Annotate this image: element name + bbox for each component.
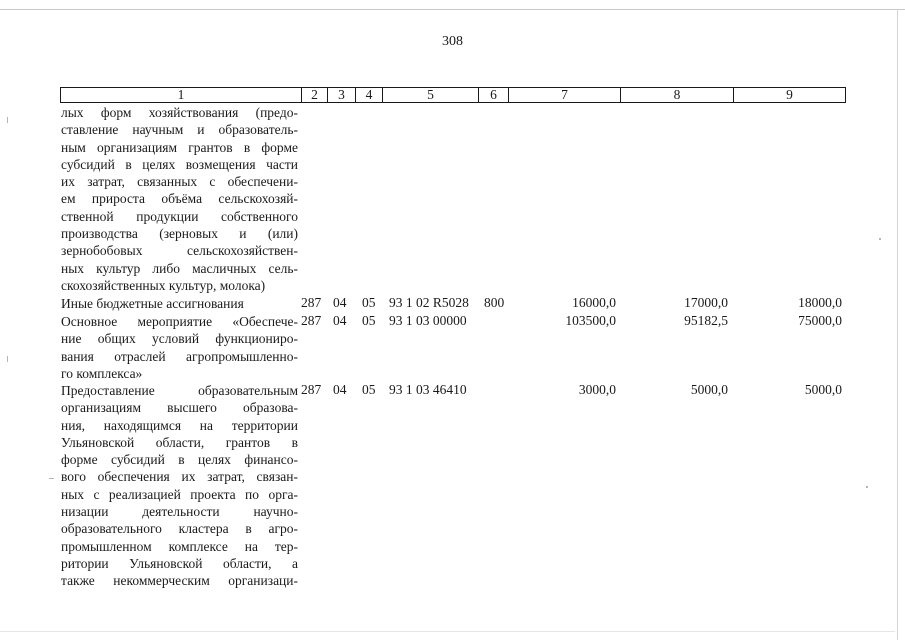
text-line: зернобобовых сельскохозяйствен- <box>61 243 298 259</box>
row-4-values <box>0 382 905 399</box>
scan-speck <box>866 486 868 488</box>
cell-year-2: 95182,5 <box>684 313 728 328</box>
cell-csr: 93 1 03 00000 <box>389 313 467 328</box>
cell-csr: 93 1 02 R5028 <box>389 295 469 310</box>
scan-speck <box>7 356 8 362</box>
text-line: Предоставление образовательным <box>61 383 298 398</box>
text-line: ным организациям грантов в форме <box>61 139 298 155</box>
cell-year-1: 16000,0 <box>572 295 616 310</box>
cell-rz: 04 <box>333 313 347 328</box>
cell-year-2: 17000,0 <box>684 295 728 310</box>
cell-year-3: 18000,0 <box>798 295 842 310</box>
text-line: ственной продукции собственного <box>61 208 298 224</box>
row-4-description <box>61 382 298 590</box>
text-line: также некоммерческим организаци- <box>61 573 298 589</box>
cell-grbs: 287 <box>301 382 322 397</box>
header-col-3: 3 <box>327 88 355 102</box>
scan-speck <box>7 117 8 123</box>
cell-year-1: 103500,0 <box>565 313 616 328</box>
scan-speck <box>49 478 54 479</box>
text-line: вания отраслей агропромышленно- <box>61 348 298 364</box>
cell-year-3: 75000,0 <box>798 313 842 328</box>
text-line: ставление научным и образователь- <box>61 122 298 138</box>
text-line: производства (зерновых и (или) <box>61 226 298 242</box>
text-line: ных культур либо масличных сель- <box>61 260 298 276</box>
text-line: форме субсидий в целях финансо- <box>61 452 298 468</box>
text-line: ние общих условий функциониро- <box>61 331 298 347</box>
text-line: Основное мероприятие «Обеспече- <box>61 314 298 329</box>
header-col-2: 2 <box>301 88 327 102</box>
cell-pr: 05 <box>362 382 376 397</box>
cell-pr: 05 <box>362 295 376 310</box>
text-line: лых форм хозяйствования (предо- <box>61 105 298 120</box>
text-line: вого обеспечения их затрат, связан- <box>61 469 298 485</box>
cell-pr: 05 <box>362 313 376 328</box>
text-line: организациям высшего образова- <box>61 400 298 416</box>
cell-vr: 800 <box>484 295 505 310</box>
text-line: Иные бюджетные ассигнования <box>61 296 244 311</box>
header-col-7: 7 <box>508 88 620 102</box>
text-line: низации деятельности научно- <box>61 504 298 520</box>
text-line: образовательного кластера в агро- <box>61 521 298 537</box>
text-line: го комплекса» <box>61 365 143 381</box>
scan-edge-shadow <box>0 631 895 632</box>
cell-grbs: 287 <box>301 313 322 328</box>
cell-year-2: 5000,0 <box>690 382 728 397</box>
header-col-5: 5 <box>382 88 478 102</box>
row-1-description <box>61 104 298 294</box>
cell-rz: 04 <box>333 295 347 310</box>
row-2-values <box>0 295 905 312</box>
header-col-1: 1 <box>177 87 185 102</box>
header-col-6: 6 <box>478 88 508 102</box>
page-top-edge <box>0 9 905 10</box>
table-header-row <box>60 87 846 103</box>
scan-speck <box>879 238 881 240</box>
cell-year-3: 5000,0 <box>804 382 842 397</box>
header-col-4: 4 <box>355 88 382 102</box>
page-number: 308 <box>442 34 463 49</box>
cell-grbs: 287 <box>301 295 322 310</box>
text-line: их затрат, связанных с обеспечени- <box>61 174 298 190</box>
row-3-values <box>0 313 905 330</box>
text-line: промышленном комплексе на тер- <box>61 538 298 554</box>
text-line: субсидий в целях возмещения части <box>61 156 298 172</box>
cell-year-1: 3000,0 <box>578 382 616 397</box>
cell-csr: 93 1 03 46410 <box>389 382 467 397</box>
text-line: ем прироста объёма сельскохозяй- <box>61 191 298 207</box>
text-line: Ульяновской области, грантов в <box>61 434 298 450</box>
text-line: ритории Ульяновской области, а <box>61 555 298 571</box>
cell-rz: 04 <box>333 382 347 397</box>
header-col-9: 9 <box>733 88 845 102</box>
text-line: ния, находящимся на территории <box>61 417 298 433</box>
header-col-8: 8 <box>620 88 733 102</box>
text-line: ных с реализацией проекта по орга- <box>61 486 298 502</box>
text-line: скохозяйственных культур, молока) <box>61 277 266 293</box>
